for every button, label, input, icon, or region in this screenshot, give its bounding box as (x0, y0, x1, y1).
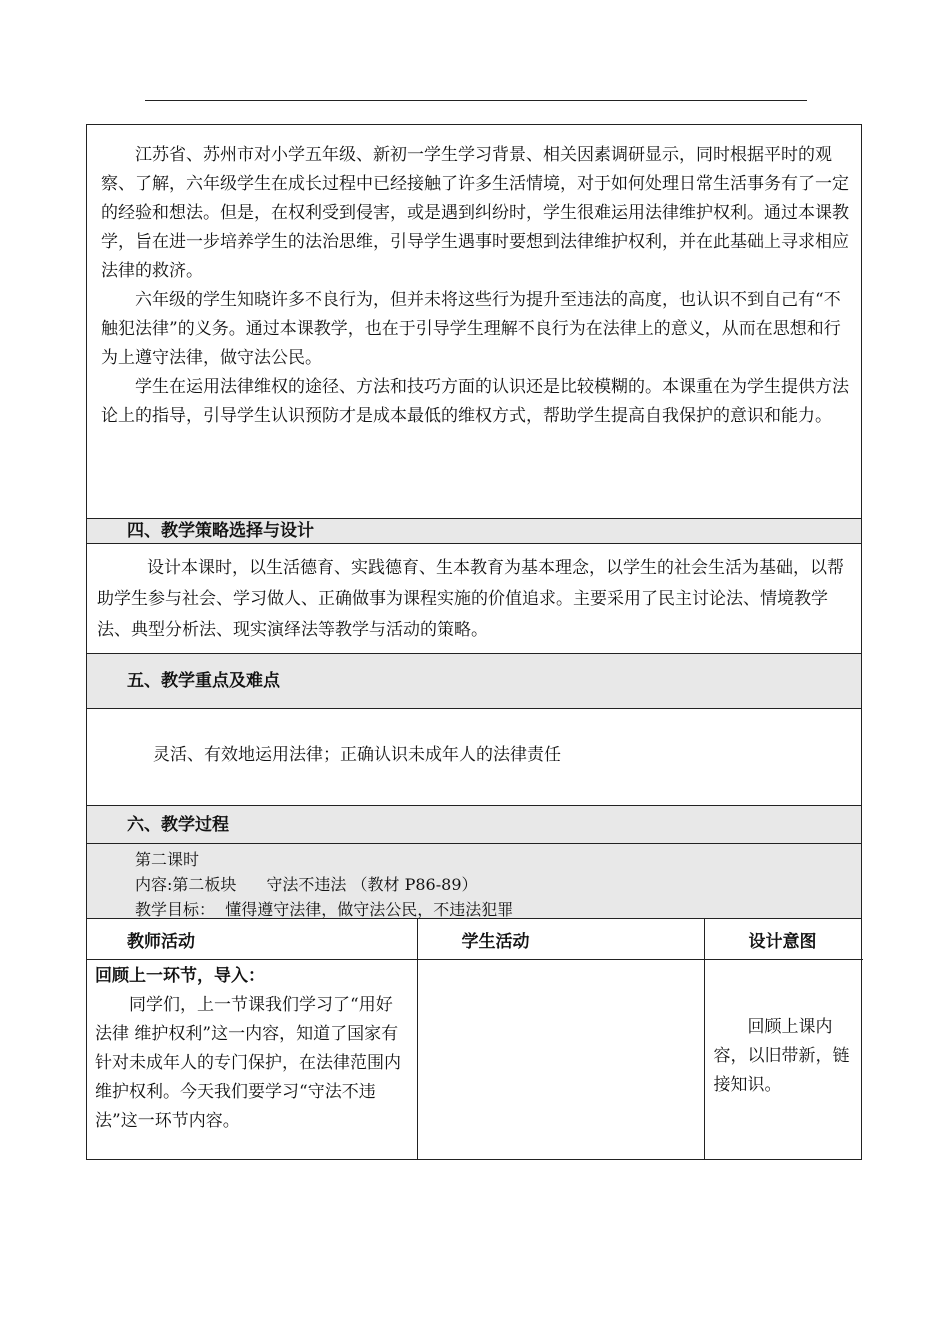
goal-text: 懂得遵守法律，做守法公民，不违法犯罪 (225, 900, 514, 919)
process-table (87, 919, 863, 1159)
goal-label: 教学目标： (135, 900, 216, 919)
teacher-activity-cell (87, 960, 417, 1159)
intro-paragraph-2: 六年级的学生知晓许多不良行为，但并未将这些行为提升至违法的高度，也认识不到自己有“不触犯法律”的义务。通过本课教学，也在于引导学生理解不良行为在法律上的意义，从而在思想和行为上遵守法律，做守法公民。 (101, 290, 841, 368)
student-activity-cell (417, 960, 704, 1159)
content-title: 守法不违法 (266, 875, 347, 894)
column-header-design: 设计意图 (704, 919, 863, 960)
column-header-student: 学生活动 (417, 919, 704, 960)
strategy-heading: 四、教学策略选择与设计 (87, 519, 861, 544)
column-header-teacher: 教师活动 (87, 919, 417, 960)
lesson-plan-table (86, 124, 862, 1160)
process-heading: 六、教学过程 (87, 806, 861, 844)
intro-paragraph-1: 江苏省、苏州市对小学五年级、新初一学生学习背景、相关因素调研显示，同时根据平时的观察、了解，六年级学生在成长过程中已经接触了许多生活情境，对于如何处理日常生活事务有了一定的经验和想法。但是，在权利受到侵害，或是遇到纠纷时，学生很难运用法律维护权利。通过本课教学，旨在进一步培养学生的法治思维，引导学生遇事时要想到法律维护权利，并在此基础上寻求相应法律的救济。 (101, 145, 849, 281)
focus-text: 灵活、有效地运用法律；正确认识未成年人的法律责任 (87, 709, 861, 806)
intro-paragraph-3: 学生在运用法律维权的途径、方法和技巧方面的认识还是比较模糊的。本课重在为学生提供方法论上的指导，引导学生认识预防才是成本最低的维权方式，帮助学生提高自我保护的意识和能力。 (101, 377, 849, 426)
strategy-section (87, 544, 861, 654)
student-analysis-section (87, 125, 861, 519)
strategy-text: 设计本课时，以生活德育、实践德育、生本教育为基本理念，以学生的社会生活为基础，以帮助学生参与社会、学习做人、正确做事为课程实施的价值追求。主要采用了民主讨论法、情境教学法、典型分析法、现实演绎法等教学与活动的策略。 (97, 558, 844, 640)
review-title: 回顾上一环节，导入： (95, 966, 265, 986)
table-row (87, 960, 863, 1159)
header-rule (145, 100, 807, 101)
focus-heading: 五、教学重点及难点 (87, 654, 861, 709)
lesson-content (135, 872, 861, 897)
table-header-row (87, 919, 863, 960)
design-text: 回顾上课内容，以旧带新，链接知识。 (713, 1016, 850, 1095)
content-label: 内容:第二板块 (135, 875, 237, 894)
design-intent-cell (704, 960, 863, 1159)
review-text: 同学们，上一节课我们学习了“用好法律 维护权利”这一内容，知道了国家有针对未成年人的专门保护，在法律范围内维护权利。今天我们要学习“守法不违法”这一环节内容。 (95, 995, 401, 1131)
content-ref: （教材 P86-89） (351, 875, 478, 894)
lesson-period: 第二课时 (135, 850, 200, 869)
process-table-wrap (87, 919, 861, 1159)
lesson-info (87, 844, 861, 919)
